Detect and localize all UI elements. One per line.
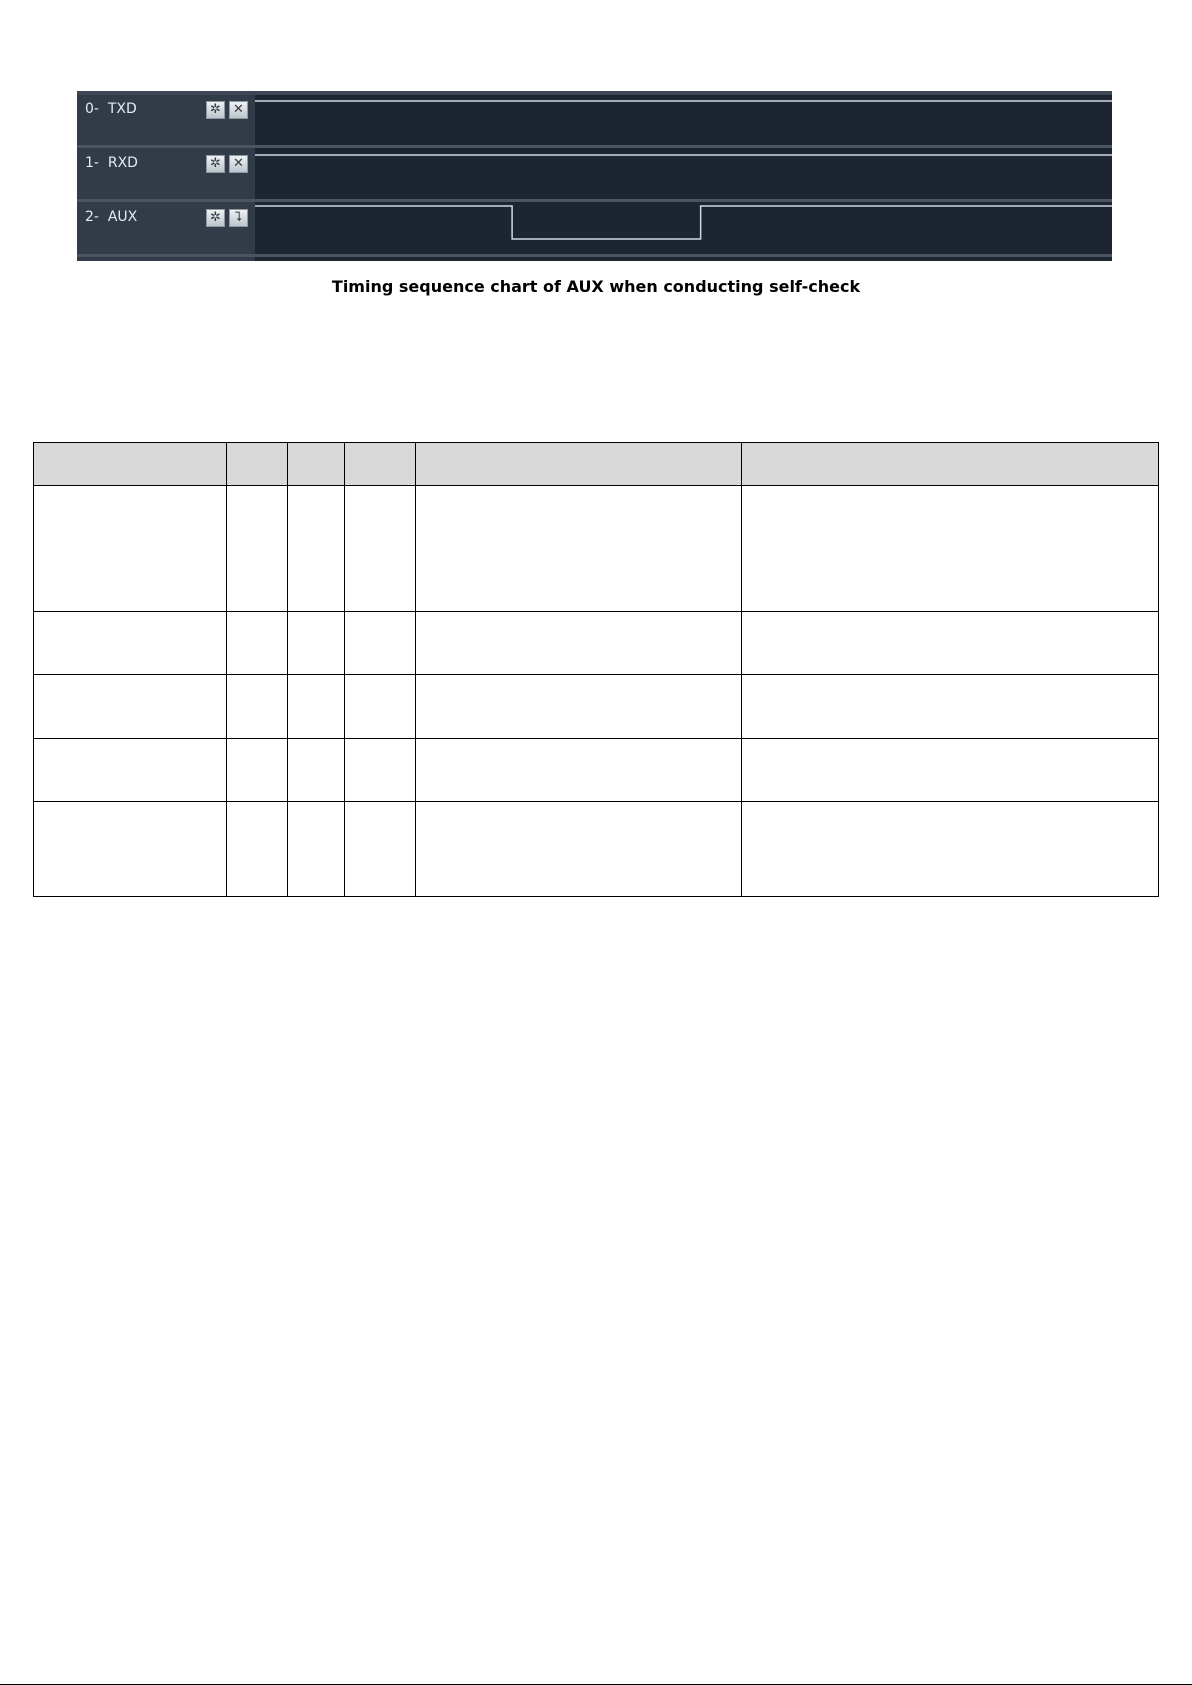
table-cell (345, 612, 416, 675)
logic-analyzer-capture (77, 91, 1112, 261)
table-cell (416, 675, 742, 739)
table-cell (416, 612, 742, 675)
close-icon[interactable]: ✕ (229, 101, 248, 119)
table-header-cell (288, 443, 345, 486)
gear-icon[interactable]: ✲ (206, 155, 225, 173)
aux-waveform (255, 206, 1112, 239)
table-cell (288, 802, 345, 897)
table-cell (416, 486, 742, 612)
table-cell (288, 739, 345, 802)
table-row (34, 486, 1159, 612)
table-header-row (34, 443, 1159, 486)
table-cell (345, 675, 416, 739)
table-cell (227, 802, 288, 897)
table-cell (416, 739, 742, 802)
table-cell (742, 739, 1159, 802)
table-cell (227, 612, 288, 675)
empty-table (33, 442, 1159, 897)
falling-edge-trigger-icon[interactable]: ⮧ (229, 209, 248, 227)
table-header-cell (742, 443, 1159, 486)
table-cell (345, 739, 416, 802)
table-cell (227, 675, 288, 739)
table-header-cell (227, 443, 288, 486)
table-cell (288, 675, 345, 739)
figure-caption: Timing sequence chart of AUX when conducting self-check (331, 277, 861, 296)
gear-icon[interactable]: ✲ (206, 101, 225, 119)
table-cell (34, 612, 227, 675)
table-cell (416, 802, 742, 897)
table-cell (345, 802, 416, 897)
table-cell (742, 486, 1159, 612)
table-cell (34, 739, 227, 802)
table-cell (227, 486, 288, 612)
close-icon[interactable]: ✕ (229, 155, 248, 173)
waveform-area (77, 91, 1112, 261)
table-row (34, 675, 1159, 739)
table-row (34, 612, 1159, 675)
table-cell (34, 802, 227, 897)
table-cell (34, 675, 227, 739)
table-cell (288, 486, 345, 612)
table-header-cell (34, 443, 227, 486)
channel-label-rxd: 1- RXD (85, 155, 138, 171)
gear-icon[interactable]: ✲ (206, 209, 225, 227)
channel-label-txd: 0- TXD (85, 101, 137, 117)
table-cell (288, 612, 345, 675)
table-cell (345, 486, 416, 612)
table-cell (742, 612, 1159, 675)
table-row (34, 739, 1159, 802)
table-cell (34, 486, 227, 612)
table-header-cell (416, 443, 742, 486)
channel-label-aux: 2- AUX (85, 209, 138, 225)
table-row (34, 802, 1159, 897)
table-cell (227, 739, 288, 802)
table-cell (742, 675, 1159, 739)
table-cell (742, 802, 1159, 897)
table-header-cell (345, 443, 416, 486)
